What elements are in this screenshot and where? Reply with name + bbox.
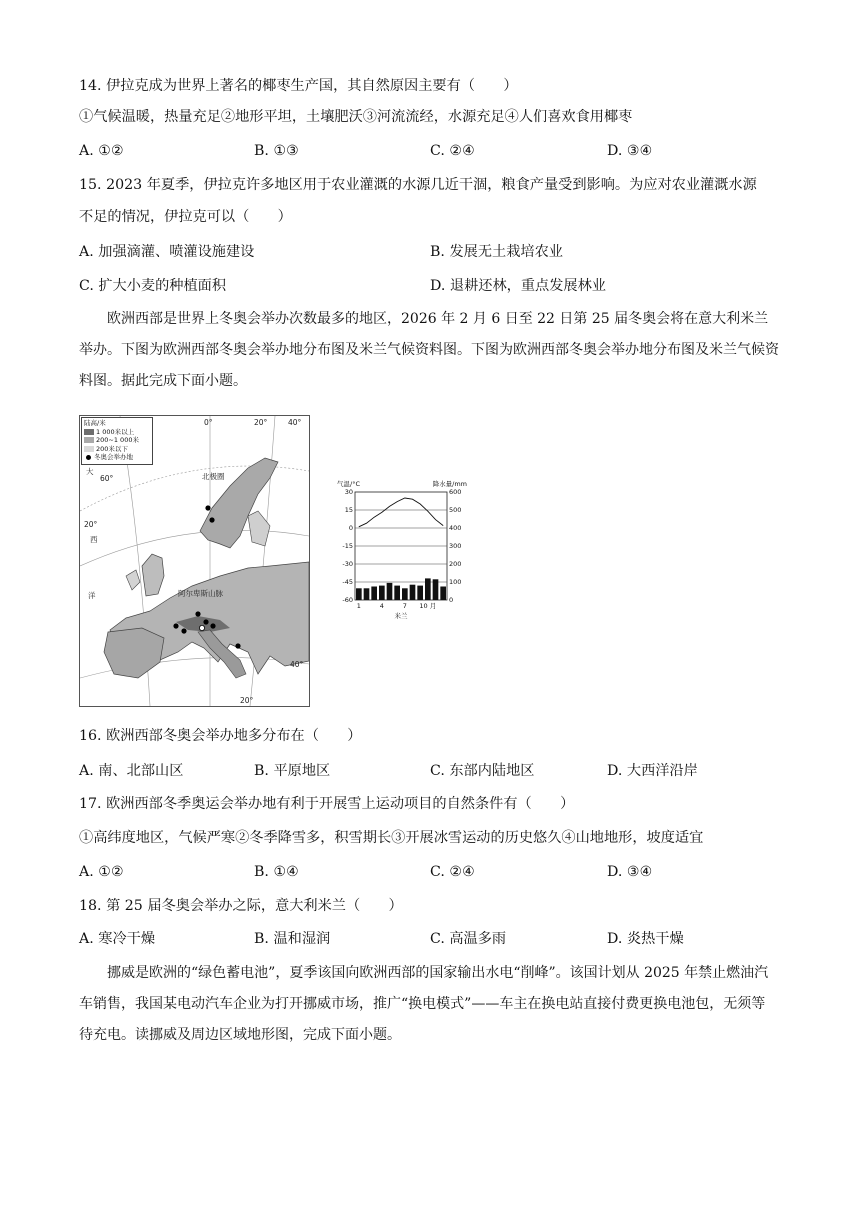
q18-option-a[interactable]: A. 寒冷干燥 [79, 931, 156, 947]
q15-option-c[interactable]: C. 扩大小麦的种植面积 [79, 278, 227, 294]
q17-statements: ①高纬度地区，气候严寒②冬季降雪多，积雪期长③开展冰雪运动的历史悠久④山地地形，坡度适宜 [79, 830, 704, 846]
q15-stem-line1: 15. 2023 年夏季，伊拉克许多地区用于农业灌溉的水源几近干涸，粮食产量受到影响。为应对农业灌溉水源 [79, 177, 757, 193]
q14-statements: ①气候温暖，热量充足②地形平坦，土壤肥沃③河流流经，水源充足④人们喜欢食用椰枣 [79, 109, 633, 125]
label-yang: 洋 [88, 591, 96, 600]
label-lat60: 60° [100, 474, 114, 483]
label-alps: 阿尔卑斯山脉 [178, 589, 223, 598]
chart-title: 米兰 [394, 612, 408, 620]
legend-mid: 200~1 000米 [96, 436, 139, 444]
label-lon40: 40° [288, 418, 302, 427]
x-tick-label: 10 月 [419, 602, 437, 610]
precip-bar [402, 588, 408, 600]
q15-option-b[interactable]: B. 发展无土栽培农业 [430, 244, 563, 260]
y-left-tick-label: -15 [342, 542, 353, 551]
q14-option-a[interactable]: A. ①② [79, 143, 124, 159]
legend-venue: 冬奥会举办地 [94, 453, 133, 461]
precip-bar [394, 586, 400, 600]
x-tick-label: 1 [356, 602, 361, 610]
label-lon20: 20° [254, 418, 268, 427]
milan-climate-chart [335, 475, 470, 625]
precip-bar [371, 587, 377, 601]
q14-stem: 14. 伊拉克成为世界上著名的椰枣生产国，其自然原因主要有（ ） [79, 78, 518, 94]
q15-option-d[interactable]: D. 退耕还林，重点发展林业 [430, 278, 606, 294]
precip-bar [379, 586, 385, 600]
europe-olympics-map [79, 415, 310, 707]
y-right-tick-label: 0 [449, 596, 454, 605]
q15-option-a[interactable]: A. 加强滴灌、喷灌设施建设 [79, 244, 255, 260]
precip-bar [410, 585, 416, 600]
label-lon0: 0° [204, 418, 213, 427]
label-arctic: 北极圈 [202, 472, 225, 481]
precip-bar [387, 583, 393, 600]
precip-bar [440, 587, 446, 601]
q17-option-b[interactable]: B. ①④ [254, 864, 299, 880]
y-left-tick-label: -60 [342, 596, 353, 605]
passage-winter-olympics: 欧洲西部是世界上冬奥会举办次数最多的地区，2026 年 2 月 6 日至 22 日第 25 届冬奥会将在意大利米兰举办。下图为欧洲西部冬奥会举办地分布图及米兰气候资料图。下图为欧洲西部冬奥会举办地分布图及米兰气候资料图。据此完成下面小题。 [79, 311, 779, 389]
y-left-tick-label: 0 [348, 524, 353, 533]
precip-bar [433, 579, 439, 600]
q16-stem: 16. 欧洲西部冬奥会举办地多分布在（ ） [79, 728, 362, 744]
q16-option-b[interactable]: B. 平原地区 [254, 763, 331, 779]
q16-option-a[interactable]: A. 南、北部山区 [79, 763, 184, 779]
q18-option-b[interactable]: B. 温和湿润 [254, 931, 331, 947]
y-right-tick-label: 600 [449, 488, 462, 497]
q14-option-b[interactable]: B. ①③ [254, 143, 299, 159]
x-tick-label: 4 [379, 602, 384, 610]
q16-option-c[interactable]: C. 东部内陆地区 [430, 763, 535, 779]
y-right-axis-label: 降水量/mm [432, 480, 467, 488]
precip-bar [356, 588, 362, 600]
q15-stem-line2: 不足的情况，伊拉克可以（ ） [79, 209, 292, 225]
legend-high: 1 000米以上 [96, 427, 135, 436]
q14-option-d[interactable]: D. ③④ [607, 143, 653, 159]
label-west20: 20° [84, 520, 98, 529]
precip-bar [364, 588, 370, 600]
label-xi: 西 [90, 535, 98, 544]
q16-option-d[interactable]: D. 大西洋沿岸 [607, 763, 698, 779]
q18-stem: 18. 第 25 届冬奥会举办之际，意大利米兰（ ） [79, 898, 403, 914]
y-right-tick-label: 100 [449, 578, 462, 587]
climate-chart-svg [335, 475, 470, 625]
q17-option-c[interactable]: C. ②④ [430, 864, 475, 880]
y-right-tick-label: 300 [449, 542, 462, 551]
y-left-tick-label: 15 [344, 506, 353, 515]
q17-option-d[interactable]: D. ③④ [607, 864, 653, 880]
map-legend [81, 417, 153, 465]
q18-option-d[interactable]: D. 炎热干燥 [607, 931, 684, 947]
label-lat40: 40° [290, 660, 304, 669]
x-tick-label: 7 [402, 602, 407, 610]
q14-option-c[interactable]: C. ②④ [430, 143, 475, 159]
y-right-tick-label: 500 [449, 506, 462, 515]
y-left-tick-label: -45 [342, 578, 353, 587]
precip-bar [417, 586, 423, 600]
precip-bar [425, 578, 431, 600]
passage-norway: 挪威是欧洲的“绿色蓄电池”，夏季该国向欧洲西部的国家输出水电“削峰”。该国计划从 2025 年禁止燃油汽车销售，我国某电动汽车企业为打开挪威市场，推广“换电模式”——车主在换电站直接付费更换电池包，无须等待充电。读挪威及周边区域地形图，完成下面小题。 [79, 965, 769, 1043]
y-right-tick-label: 200 [449, 560, 462, 569]
temperature-line [359, 498, 443, 527]
q17-stem: 17. 欧洲西部冬季奥运会举办地有利于开展雪上运动项目的自然条件有（ ） [79, 796, 575, 812]
legend-low: 200米以下 [96, 444, 128, 453]
y-left-axis-label: 气温/°C [337, 480, 360, 488]
label-da: 大 [86, 467, 94, 476]
q17-option-a[interactable]: A. ①② [79, 864, 124, 880]
label-bottom20: 20° [240, 696, 254, 705]
y-right-tick-label: 400 [449, 524, 462, 533]
legend-title: 陆高/米 [84, 419, 106, 427]
y-left-tick-label: 30 [344, 488, 353, 497]
y-left-tick-label: -30 [342, 560, 353, 569]
q18-option-c[interactable]: C. 高温多雨 [430, 931, 507, 947]
